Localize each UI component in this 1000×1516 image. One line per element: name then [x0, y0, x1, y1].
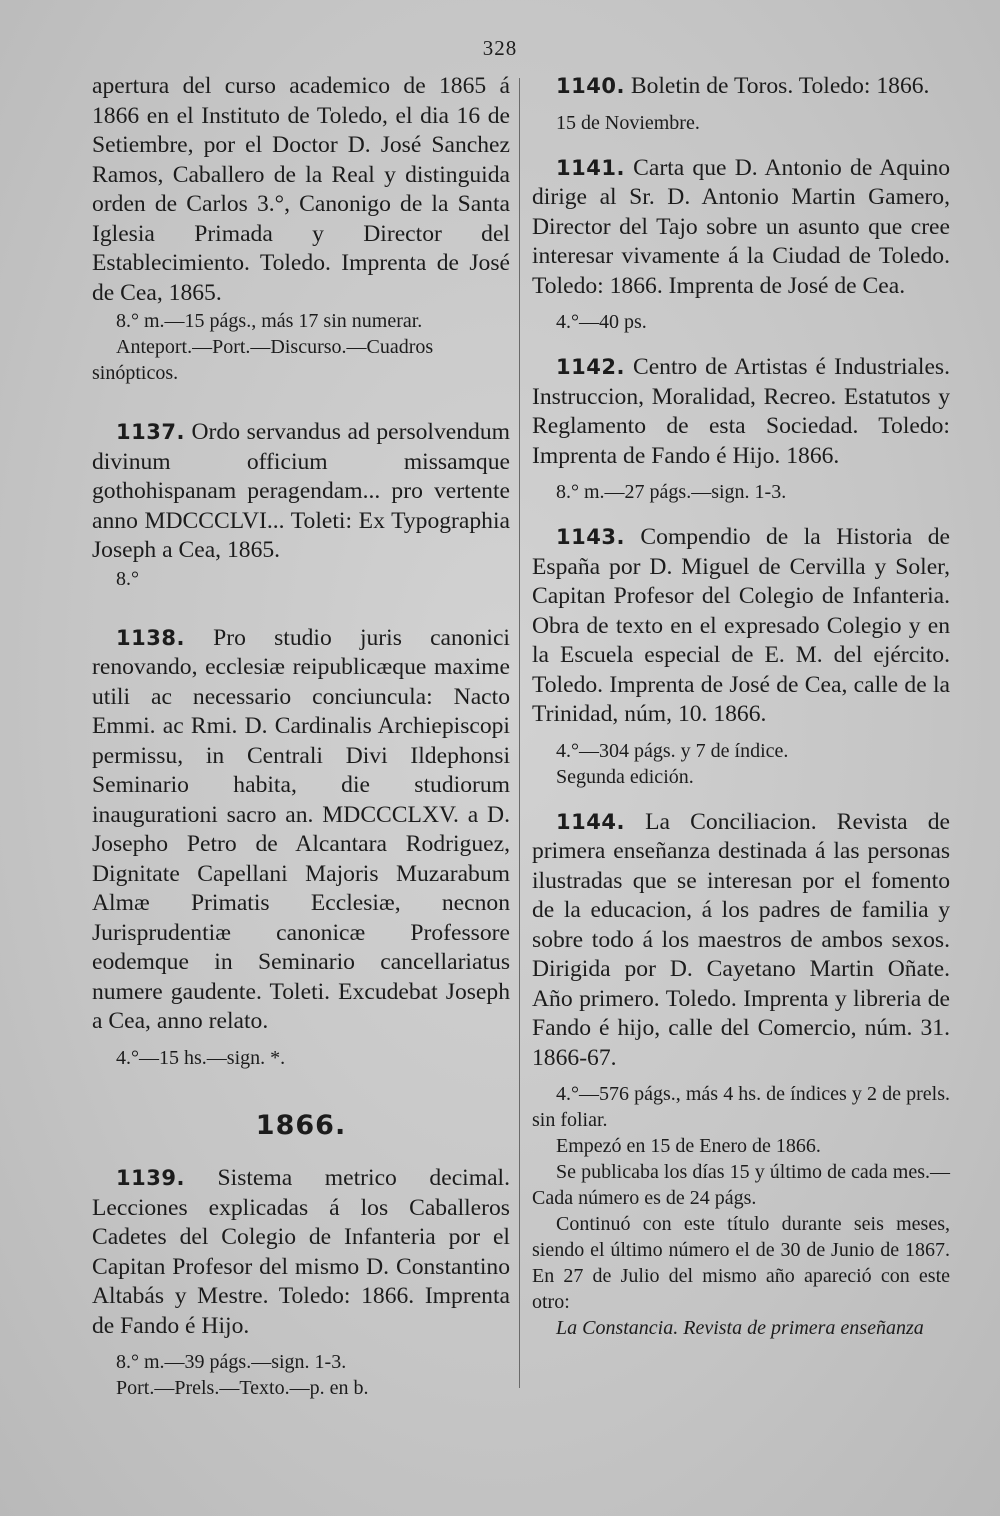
entry-1144-note-frequency: Se publicaba los días 15 y último de cada mes.—Cada número es de 24 págs. [532, 1161, 950, 1209]
entry-number: 1141. [556, 155, 625, 180]
intro-note-format: 8.° m.—15 págs., más 17 sin numerar. [116, 310, 423, 332]
entry-number: 1140. [556, 74, 625, 98]
entry-1139-note-format: 8.° m.—39 págs.—sign. 1-3. [116, 1351, 347, 1373]
left-column [92, 72, 510, 1401]
entry-1144-note-format: 4.°—576 págs., más 4 hs. de índices y 2 de prels. sin foliar. [532, 1083, 950, 1131]
entry-1142-note: 8.° m.—27 págs.—sign. 1-3. [556, 481, 787, 503]
entry-1144-note-continuation: Continuó con este título durante seis meses, siendo el último número el de 30 de Junio de 1867. En 27 de Julio del mismo año apareció con este otro: [532, 1213, 950, 1313]
intro-note-parts: Anteport.—Port.—Discurso.—Cuadros sinópticos. [92, 336, 434, 384]
year-heading: 1866. [255, 1109, 347, 1141]
entry-1143-note-format: 4.°—304 págs. y 7 de índice. [556, 739, 789, 762]
entry-1137 [92, 418, 510, 566]
entry-1141 [532, 154, 950, 302]
entry-1144-note-start: Empezó en 15 de Enero de 1866. [556, 1135, 821, 1157]
entry-1140-note: 15 de Noviembre. [556, 111, 700, 134]
entry-1139-note-parts: Port.—Prels.—Texto.—p. en b. [116, 1377, 369, 1399]
entry-title: Carta que D. Antonio de Aquino dirige al Sr. D. Antonio Martin Gamero, Director del Tajo sobre un asunto que cree interesar vivamente á la Ciudad de Toledo. Toledo: 1866. Imprenta de José de Cea. [532, 154, 950, 299]
entry-number: 1137. [116, 420, 185, 444]
entry-title: Pro studio juris canonici renovando, ecclesiæ reipublicæque maxime utili ac necessario conciuncula: Nacto Emmi. ac Rmi. D. Cardinalis Archiepiscopi permissu, in Centrali Divi Ildephonsi Seminario habita, die studiorum inaugurationi sacro an. MDCCCLXV. a D. Josepho Petro de Alcantara Rodriguez, Dignitate Capellani Majoris Muzarabum Almæ Primatis Ecclesiæ, necnon Jurisprudentiæ canonicæ Professore eodemque in Seminario cancellariatus numere gaudente. Toleti. Excudebat Joseph a Cea, anno relato. [92, 624, 510, 1034]
entry-number: 1139. [116, 1166, 185, 1190]
entry-number: 1144. [556, 809, 625, 834]
intro-text: apertura del curso academico de 1865 á 1866 en el Instituto de Toledo, el dia 16 de Setiembre, por el Doctor D. José Sanchez Ramos, Caballero de la Real y distinguida orden de Carlos 3.°, Canonigo de la Santa Iglesia Primada y Director del Establecimiento. Toledo. Imprenta de José de Cea, 1865. [92, 73, 510, 306]
entry-title: Centro de Artistas é Industriales. Instruccion, Moralidad, Recreo. Estatutos y Reglamento de esta Sociedad. Toledo: Imprenta de Fando é Hijo. 1866. [532, 354, 950, 469]
entry-1143-note-edition: Segunda edición. [556, 765, 694, 788]
entry-number: 1143. [556, 525, 625, 549]
entry-1142 [532, 353, 950, 471]
entry-title: Sistema metrico decimal. Lecciones explicadas á los Caballeros Cadetes del Colegio de Infanteria por el Capitan Profesor del mismo D. Constantino Altabás y Mestre. Toledo: 1866. Imprenta de Fando é Hijo. [92, 1165, 510, 1339]
right-column [532, 72, 950, 1341]
entry-1138 [92, 624, 510, 1037]
entry-title: Boletin de Toros. Toledo: 1866. [630, 73, 930, 99]
entry-number: 1138. [116, 625, 185, 650]
entry-1144-note-new-title: La Constancia. Revista de primera enseñanza [556, 1317, 924, 1339]
column-divider [519, 78, 520, 1388]
entry-1139 [92, 1164, 510, 1341]
entry-1140 [532, 72, 950, 102]
entry-1143 [532, 523, 950, 730]
page-number: 328 [482, 36, 518, 60]
entry-number: 1142. [556, 355, 625, 379]
entry-1144 [532, 808, 950, 1074]
entry-1138-note: 4.°—15 hs.—sign. *. [116, 1046, 286, 1069]
entry-title: Ordo servandus ad persolvendum divinum officium missamque gothohispanam peragendam... pro vertente anno MDCCCLVI... Toleti: Ex Typographia Joseph a Cea, 1865. [92, 419, 510, 563]
entry-title: La Conciliacion. Revista de primera enseñanza destinada á las personas ilustradas que se interesan por el fomento de la educacion, á los padres de familia y sobre todo á los maestros de ambos sexos. Dirigida por D. Cayetano Martin Oñate. Año primero. Toledo. Imprenta y libreria de Fando é hijo, calle del Comercio, núm. 31. 1866-67. [532, 808, 950, 1071]
entry-title: Compendio de la Historia de España por D. Miguel de Cervilla y Soler, Capitan Profesor del Colegio de Infanteria. Obra de texto en el expresado Colegio y en la Escuela especial de E. M. del ejército. Toledo. Imprenta de José de Cea, calle de la Trinidad, núm, 10. 1866. [532, 524, 950, 727]
entry-1141-note: 4.°—40 ps. [556, 311, 647, 333]
entry-1137-note: 8.° [116, 567, 139, 590]
